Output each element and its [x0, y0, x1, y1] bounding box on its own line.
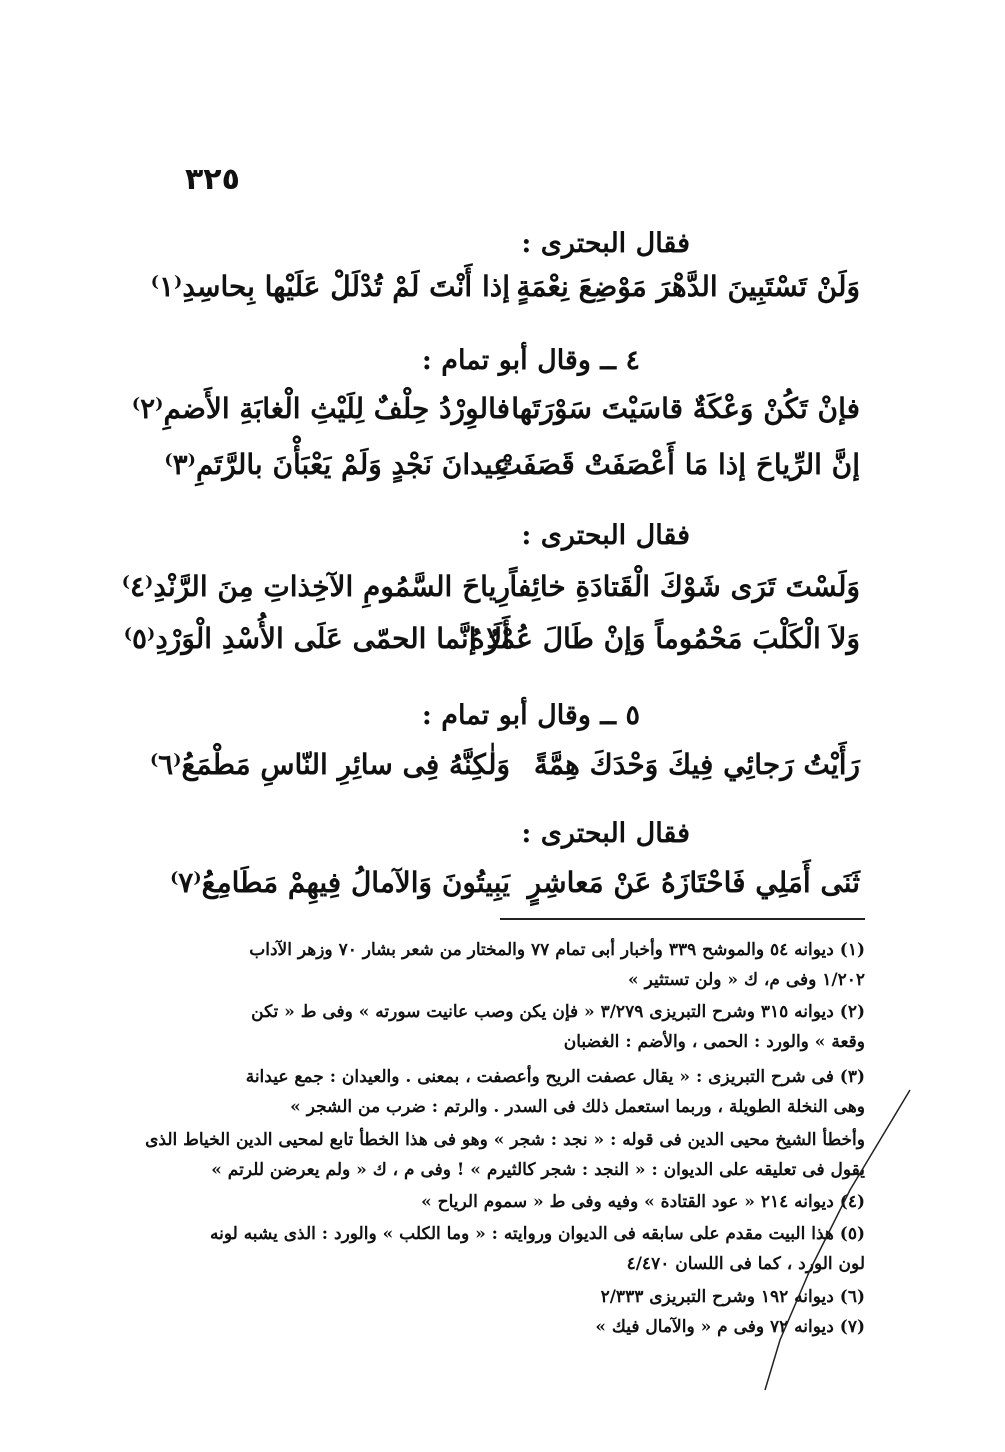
footnote-line: (٥) هذا البيت مقدم على سابقه فى الديوان وروايته : « وما الكلب » والورد : الذى يشبه لونه: [209, 1224, 865, 1244]
footnote-line: (٦) ديوانه ١٩٢ وشرح التبريزى ٢/٣٣٣: [600, 1287, 865, 1307]
footnote-line: ١/٢٠٢ وفى م، ك « ولن تستثير »: [628, 970, 865, 990]
verse-first-hemistich: وَلَسْتَ تَرَى شَوْكَ الْقَتادَةِ خائِفاً: [509, 570, 860, 603]
footnote-line: (٤) ديوانه ٢١٤ « عود القتادة » وفيه وفى ط « سموم الرياح »: [421, 1192, 865, 1212]
footnote-line: يقول فى تعليقه على الديوان : « النجد : شجر كالثيرم » ! وفى م ، ك « ولم يعرضن للرتم »: [211, 1160, 865, 1180]
verse-first-hemistich: فإنْ تَكُنْ وَعْكَةٌ قاسَيْتَ سَوْرَتَها: [511, 392, 860, 425]
footnote-line: (٣) فى شرح التبريزى : « يقال عصفت الريح وأعصفت ، بمعنى . والعيدان : جمع عيدانة: [245, 1067, 865, 1087]
verse-second-hemistich: رِياحَ السَّمُومِ الآخِذاتِ مِنَ الرَّنْدِ⁽٤⁾: [121, 570, 510, 603]
verse-line: [160, 866, 860, 910]
footnote-line: (٧) ديوانه ٧٢ وفى م « والآمال فيك »: [595, 1317, 865, 1337]
verse-second-hemistich: عِيدانَ نَجْدٍ وَلَمْ يَعْبَأْنَ بالرَّتَمِ⁽٣⁾: [164, 448, 510, 481]
section-heading: ٤ ــ وقال أبو تمام :: [421, 345, 640, 376]
section-heading: فقال البحترى :: [521, 520, 690, 551]
section-heading: ٥ ــ وقال أبو تمام :: [421, 700, 640, 731]
verse-second-hemistich: وَلٰكِنَّهُ فِى سائِرِ النّاسِ مَطْمَعُ⁽٦⁾: [149, 748, 510, 781]
verse-line: [123, 622, 860, 666]
footnote-line: (٢) ديوانه ٣١٥ وشرح التبريزى ٣/٢٧٩ « فإن يكن وصب عانيت سورته » وفى ط « تكن: [251, 1002, 865, 1022]
verse-line: [150, 270, 860, 314]
verse-first-hemistich: إنَّ الرِّياحَ إذا مَا أَعْصَفَتْ قَصَفَتْ: [495, 448, 860, 481]
verse-line: [121, 570, 860, 614]
pen-stroke-mark: [740, 1080, 920, 1400]
verse-second-hemistich: أَلَا إنَّما الحمّى عَلَى الأُسْدِ الْوَرْدِ⁽٥⁾: [123, 622, 510, 655]
verse-first-hemistich: وَلاَ الْكَلْبَ مَحْمُوماً وَإنْ طَالَ عُمْرُهُ: [469, 622, 860, 655]
verse-line: [131, 392, 860, 436]
verse-line: [149, 748, 860, 792]
footnote-line: لون الورد ، كما فى اللسان ٤/٤٧٠: [626, 1254, 865, 1274]
footnote-line: (١) ديوانه ٥٤ والموشح ٣٣٩ وأخبار أبى تمام ٧٧ والمختار من شعر بشار ٧٠ وزهر الآداب: [249, 940, 865, 960]
footnote-line: وهى النخلة الطويلة ، وربما استعمل ذلك فى السدر . والرتم : ضرب من الشجر »: [290, 1097, 865, 1117]
verse-second-hemistich: فالوِرْدُ حِلْفٌ لِلَيْثِ الْغابَةِ الأَضمِ⁽٢⁾: [131, 392, 510, 425]
verse-second-hemistich: يَبِيتُونَ وَالآمالُ فِيهِمْ مَطَامِعُ⁽٧⁾: [169, 866, 510, 899]
verse-first-hemistich: رَأَيْتُ رَجائِي فِيكَ وَحْدَكَ هِمَّةً: [533, 748, 860, 781]
verse-line: [160, 448, 860, 492]
section-heading: فقال البحترى :: [521, 818, 690, 849]
page-number: ٣٢٥: [185, 162, 240, 197]
verse-second-hemistich: إذا أَنْتَ لَمْ تُدْلَلْ عَلَيْها بِحاسِدِ⁽١⁾: [150, 270, 510, 303]
footnote-rule: [500, 918, 865, 920]
verse-first-hemistich: وَلَنْ تَسْتَبِينَ الدَّهْرَ مَوْضِعَ نِعْمَةٍ: [516, 270, 860, 303]
footnote-line: وقعة » والورد : الحمى ، والأضم : الغضبان: [563, 1032, 865, 1052]
footnote-line: وأخطأ الشيخ محيى الدين فى قوله : « نجد : شجر » وهو فى هذا الخطأ تابع لمحيى الدين الخياط الذى: [145, 1130, 865, 1150]
verse-first-hemistich: ثَنَى أَمَلِي فَاحْتَازَهُ عَنْ مَعاشِرٍ: [527, 866, 860, 899]
section-heading: فقال البحترى :: [521, 228, 690, 259]
